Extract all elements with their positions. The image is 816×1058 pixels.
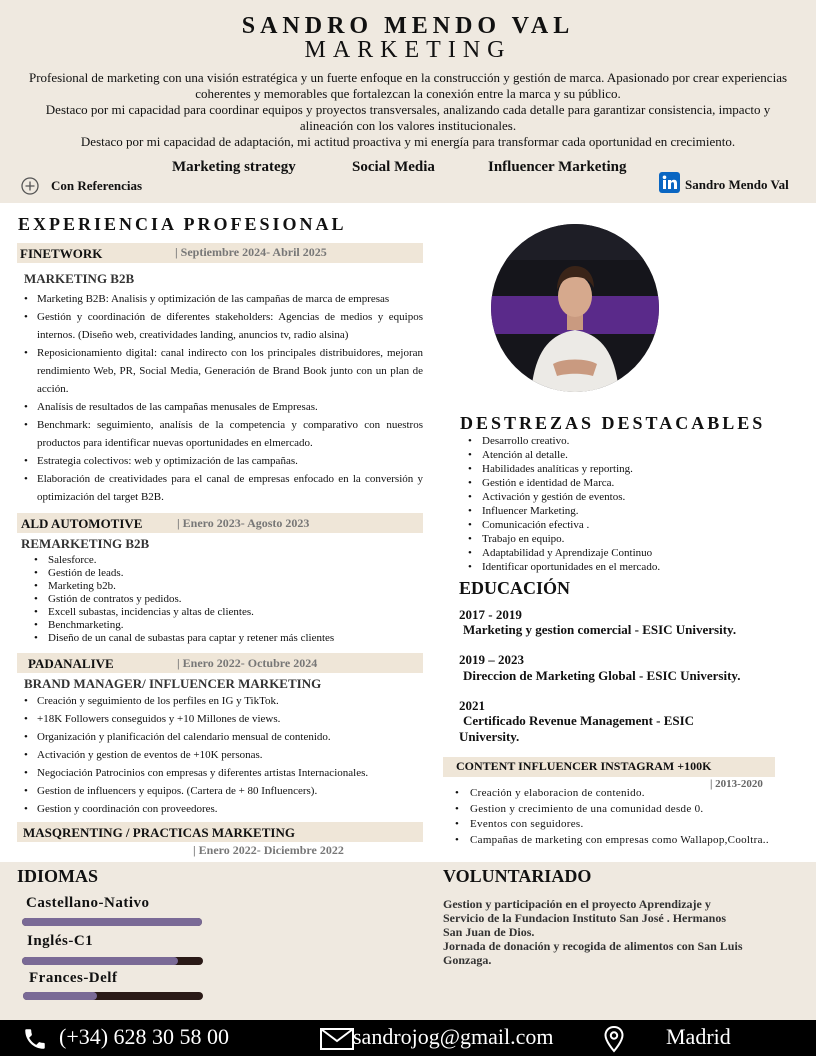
list-item: • Gestion y coordinación con proveedores. (20, 800, 423, 818)
list-item: • Gestión y coordinación de diferentes stakeholders: Agencias de medios y equipos internos. (Diseño web, creatividades landing, anuncios tv, radio alsina) (20, 308, 423, 344)
volunteering-line: Servicio de la Fundacion Instituto San José . Hermanos (443, 911, 727, 925)
experience-heading: EXPERIENCIA PROFESIONAL (18, 214, 347, 234)
list-item: • Negociación Patrocinios con empresas y diferentes artistas Internacionales. (20, 764, 423, 782)
influencer-list (444, 786, 814, 848)
volunteering-line: Jornada de donación y recogida de alimentos con San Luis (443, 939, 743, 953)
phone-icon (22, 1026, 48, 1052)
language-name: Castellano-Nativo (26, 895, 150, 911)
linkedin-icon[interactable] (659, 172, 680, 193)
headline-skill: Social Media (352, 159, 435, 175)
list-item: • Identificar oportunidades en el mercado. (460, 560, 800, 574)
summary-paragraph: Destaco por mi capacidad de adaptación, mi actitud proactiva y mi energía para transformar cada oportunidad en crecimiento. (80, 134, 736, 149)
job-role: REMARKETING B2B (21, 536, 150, 551)
list-item: • Gestion y crecimiento de una comunidad desde 0. (444, 802, 814, 818)
list-item: • Comunicación efectiva . (460, 518, 800, 532)
list-item: • Gestión e identidad de Marca. (460, 476, 800, 490)
list-item: • Desarrollo creativo. (460, 434, 800, 448)
list-item: • Analísis de resultados de las campañas menusales de Empresas. (20, 398, 423, 416)
list-item: • Elaboración de creatividades para el canal de empresas enfocado en la conversión y optimización del target B2B. (20, 470, 423, 506)
education-years: 2017 - 2019 (459, 607, 522, 622)
candidate-name: SANDRO MENDO VAL (241, 13, 575, 39)
list-item: • Eventos con seguidores. (444, 817, 814, 833)
list-item: • Reposicionamiento digital: canal indirecto con los principales distribuidores, mejoran rendimiento Web, PR, Social Media, Generación de Brand Book junto con un plan de acción. (20, 344, 423, 398)
profile-summary (20, 70, 796, 150)
volunteering-text (443, 897, 803, 967)
skills-list (460, 434, 800, 574)
list-item: • Creación y elaboracion de contenido. (444, 786, 814, 802)
volunteering-heading: VOLUNTARIADO (443, 866, 592, 886)
job-dates: | Septiembre 2024- Abril 2025 (175, 245, 327, 259)
list-item: • Gestión de leads. (21, 567, 421, 580)
education-degree: Marketing y gestion comercial - ESIC University. (463, 622, 737, 637)
list-item: • Organización y planificación del calendario mensual de contenido. (20, 728, 423, 746)
education-degree: University. (459, 729, 520, 744)
summary-paragraph: Destaco por mi capacidad para coordinar equipos y proyectos transversales, analizando cada detalle para garantizar consistencia, impacto y alineación con los valores institucionales. (45, 102, 771, 133)
language-level-fill (23, 992, 97, 1000)
influencer-title: CONTENT INFLUENCER INSTAGRAM +100K (456, 759, 712, 773)
list-item: • Diseño de un canal de subastas para captar y retener más clientes (21, 632, 421, 645)
influencer-dates: | 2013-2020 (710, 778, 763, 790)
languages-heading: IDIOMAS (17, 866, 99, 886)
job-company: PADANALIVE (28, 656, 114, 671)
volunteering-line: Gestion y participación en el proyecto Aprendizaje y (443, 897, 711, 911)
list-item: • Habilidades analíticas y reporting. (460, 462, 800, 476)
job-duties-list (20, 290, 423, 506)
job-company: MASQRENTING / PRACTICAS MARKETING (23, 825, 295, 840)
job-duties-list (21, 554, 421, 645)
summary-paragraph: Profesional de marketing con una visión estratégica y un fuerte enfoque en la construcción y gestión de marca. Apasionado por crear experiencias coherentes y memorables que fortalezcan la conexión entre la marca y su público. (28, 70, 788, 101)
language-level-fill (22, 957, 178, 965)
skills-heading: DESTREZAS DESTACABLES (460, 413, 766, 433)
list-item: • Activación y gestión de eventos. (460, 490, 800, 504)
list-item: • Campañas de marketing con empresas como Wallapop,Cooltra.. (444, 833, 814, 849)
headline-skill: Marketing strategy (172, 159, 296, 175)
language-level-fill (22, 918, 202, 926)
list-item: • Gstión de contratos y pedidos. (21, 593, 421, 606)
job-role: BRAND MANAGER/ INFLUENCER MARKETING (24, 676, 322, 691)
references-note: Con Referencias (51, 178, 143, 193)
language-name: Frances-Delf (29, 970, 118, 986)
volunteering-line: Gonzaga. (443, 953, 492, 967)
language-level-bar (22, 918, 202, 926)
email-address[interactable]: sandrojog@gmail.com (353, 1024, 554, 1049)
list-item: • +18K Followers conseguidos y +10 Millones de views. (20, 710, 423, 728)
list-item: • Benchmark: seguimiento, analísis de la competencia y comparativo con nuestros productos para identificar nuevas oportunidades en elmercado. (20, 416, 423, 452)
job-role: MARKETING B2B (24, 271, 135, 286)
list-item: • Gestion de influencers y equipos. (Cartera de + 80 Influencers). (20, 782, 423, 800)
education-years: 2021 (459, 698, 485, 713)
candidate-role: MARKETING (304, 37, 512, 63)
profile-photo (491, 224, 659, 392)
plus-circle-icon (21, 177, 39, 195)
list-item: • Atención al detalle. (460, 448, 800, 462)
education-degree: Direccion de Marketing Global - ESIC University. (463, 668, 741, 683)
list-item: • Trabajo en equipo. (460, 532, 800, 546)
volunteering-line: San Juan de Dios. (443, 925, 535, 939)
list-item: • Adaptabilidad y Aprendizaje Continuo (460, 546, 800, 560)
education-degree: Certificado Revenue Management - ESIC (463, 713, 695, 728)
job-company: ALD AUTOMOTIVE (21, 516, 143, 531)
list-item: • Marketing B2B: Analisis y optimización de las campañas de marca de empresas (20, 290, 423, 308)
list-item: • Excell subastas, incidencias y altas de clientes. (21, 606, 421, 619)
list-item: • Influencer Marketing. (460, 504, 800, 518)
headline-skill: Influencer Marketing (488, 159, 627, 175)
list-item: • Estrategia colectivos: web y optimización de las campañas. (20, 452, 423, 470)
language-name: Inglés-C1 (27, 933, 94, 949)
contact-footer (0, 1020, 816, 1056)
mail-icon (320, 1027, 354, 1051)
language-level-bar (22, 957, 203, 965)
job-dates: | Enero 2023- Agosto 2023 (177, 516, 310, 530)
education-heading: EDUCACIÓN (459, 578, 571, 598)
list-item: • Marketing b2b. (21, 580, 421, 593)
phone-number[interactable]: (+34) 628 30 58 00 (59, 1024, 230, 1049)
list-item: • Creación y seguimiento de los perfiles en IG y TikTok. (20, 692, 423, 710)
location-pin-icon (603, 1025, 625, 1053)
job-company: FINETWORK (20, 246, 103, 261)
list-item: • Benchmarketing. (21, 619, 421, 632)
list-item: • Activación y gestion de eventos de +10K personas. (20, 746, 423, 764)
education-years: 2019 – 2023 (459, 652, 524, 667)
job-dates: | Enero 2022- Diciembre 2022 (193, 843, 344, 857)
city: Madrid (666, 1024, 731, 1049)
list-item: • Salesforce. (21, 554, 421, 567)
linkedin-link[interactable]: Sandro Mendo Val (685, 177, 789, 192)
job-dates: | Enero 2022- Octubre 2024 (177, 656, 318, 670)
bottom-band (0, 862, 816, 1020)
language-level-bar (23, 992, 203, 1000)
job-duties-list (20, 692, 423, 818)
header-band (0, 0, 816, 203)
